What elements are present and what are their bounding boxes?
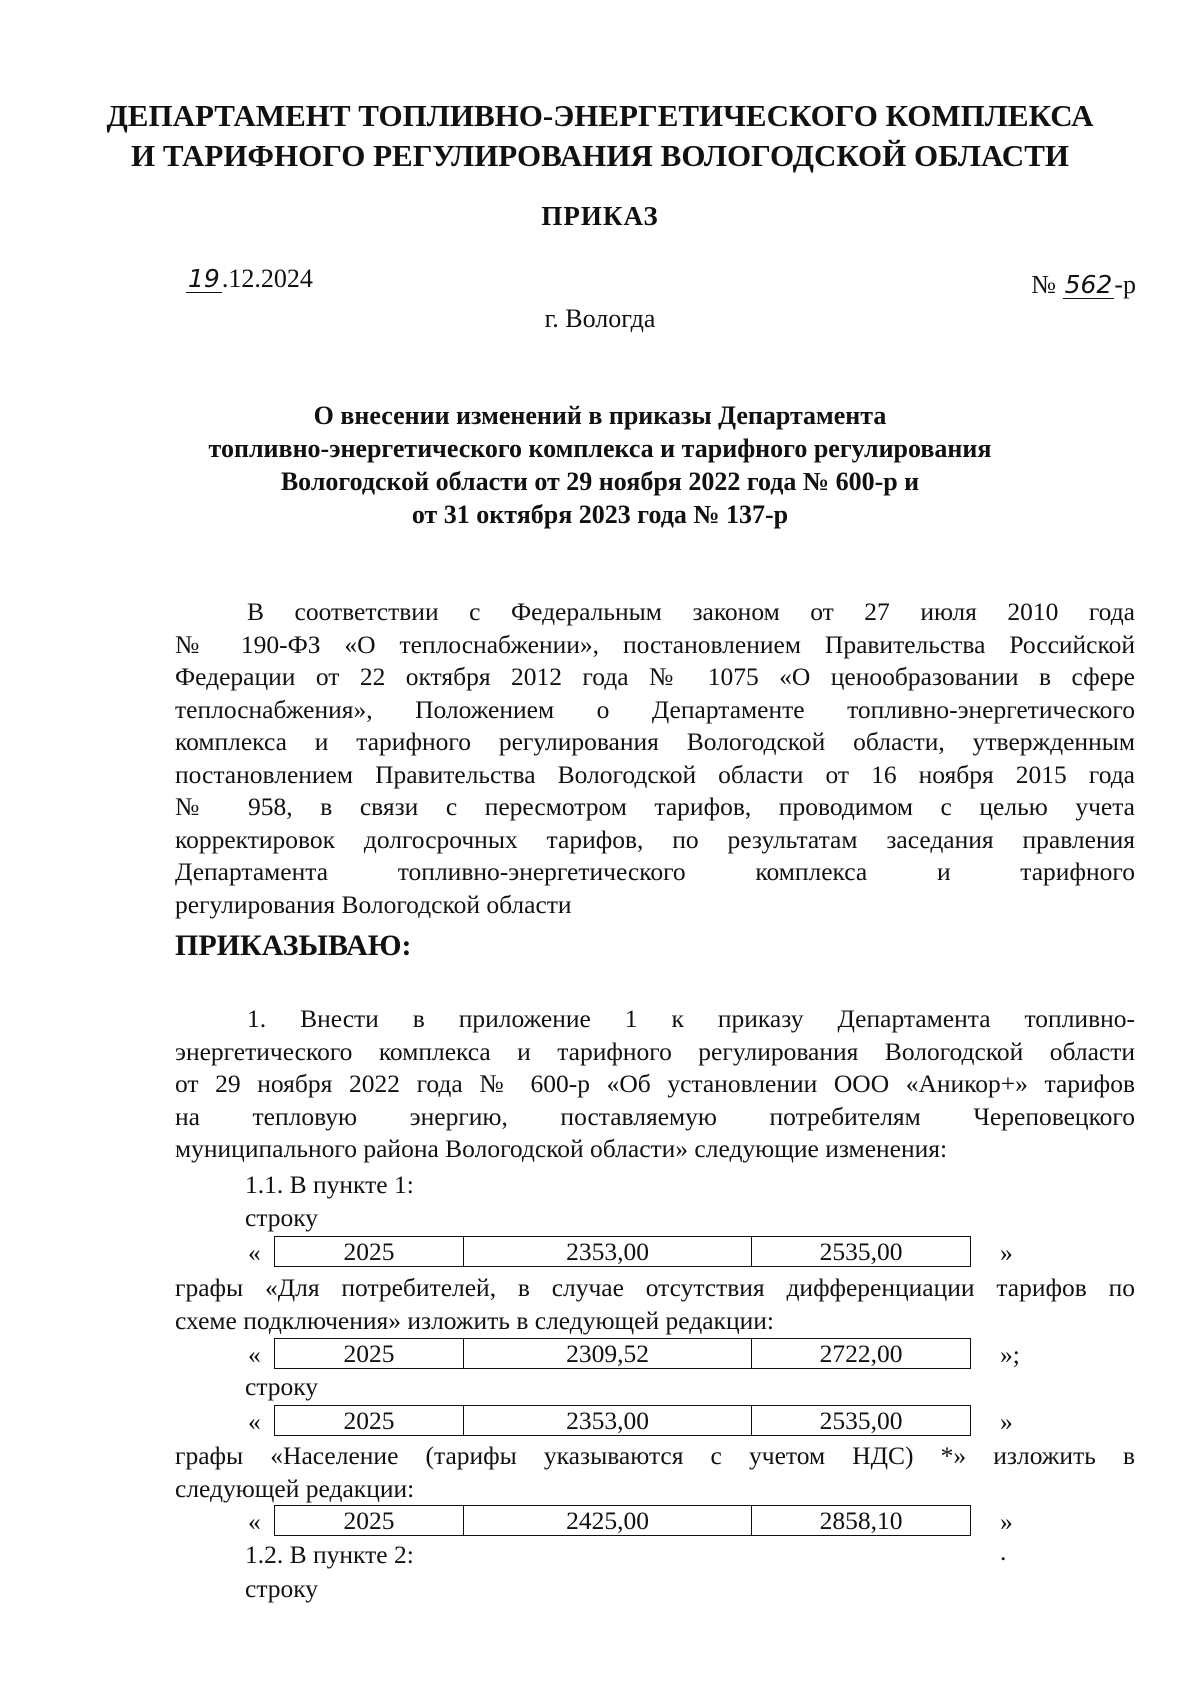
quote-close: » — [1000, 1407, 1013, 1436]
handwritten-day: 19 — [188, 264, 220, 293]
graph-1-line: схеме подключения» изложить в следующей редакции: — [175, 1305, 774, 1335]
year-cell: 2025 — [275, 1406, 464, 1435]
item-1-line: энергетического комплекса и тарифного регулирования Вологодской области — [175, 1036, 1135, 1066]
item-1-2-heading: 1.2. В пункте 2: — [245, 1540, 414, 1569]
preamble-line: № 958, в связи с пересмотром тарифов, проводимом с целью учета — [175, 792, 1135, 821]
subject-line-2: топливно-энергетического комплекса и тарифного регулирования — [208, 434, 992, 463]
value-cell-2: 2722,00 — [819, 1339, 903, 1368]
number-sign: № — [1031, 270, 1057, 299]
preamble-spread-line — [175, 856, 1135, 889]
date-rest: .12.2024 — [221, 264, 313, 293]
quote-open: « — [248, 1507, 261, 1536]
graph-2-paragraph — [175, 1440, 1135, 1505]
header-line-2: И ТАРИФНОГО РЕГУЛИРОВАНИЯ ВОЛОГОДСКОЙ ОБЛАСТИ — [131, 138, 1069, 173]
document-type: ПРИКАЗ — [541, 201, 659, 231]
year-cell: 2025 — [275, 1339, 464, 1368]
tariff-row-cells — [274, 1505, 971, 1536]
value-cell-2: 2535,00 — [819, 1406, 903, 1435]
value-cell-2: 2535,00 — [819, 1237, 903, 1266]
preamble-word: топливно-энергетического — [397, 857, 686, 886]
graph-1-paragraph — [175, 1272, 1135, 1337]
preamble-word: комплекса — [755, 857, 868, 886]
preamble-line: постановлением Правительства Вологодской области от 16 ноября 2015 года — [175, 759, 1135, 789]
item-1-line: от 29 ноября 2022 года № 600-р «Об установлении ООО «Аникор+» тарифов — [175, 1069, 1135, 1098]
tariff-row-cells — [274, 1338, 971, 1369]
preamble-paragraph — [175, 596, 1135, 921]
header-line-1: ДЕПАРТАМЕНТ ТОПЛИВНО-ЭНЕРГЕТИЧЕСКОГО КОМПЛЕКСА — [106, 98, 1094, 133]
preamble-line: теплоснабжения», Положением о Департаменте топливно-энергетического — [175, 694, 1135, 724]
quote-close-semicolon: »; — [1000, 1340, 1020, 1369]
preamble-word: и — [936, 857, 951, 886]
value-cell-2: 2858,10 — [819, 1506, 903, 1535]
department-header — [100, 96, 1100, 176]
value-cell-1: 2425,00 — [464, 1506, 752, 1535]
graph-2-line: графы «Население (тарифы указываются с учетом НДС) *» изложить в — [175, 1441, 1135, 1470]
quote-close-dot: » . — [1000, 1507, 1013, 1566]
tariff-row-cells — [274, 1236, 971, 1267]
value-cell-1: 2309,52 — [464, 1339, 752, 1368]
preamble-line: В соответствии с Федеральным законом от 27 июля 2010 года — [247, 597, 1135, 626]
item-1-line: 1. Внести в приложение 1 к приказу Департамента топливно- — [247, 1004, 1135, 1033]
document-number — [1031, 270, 1136, 300]
preamble-line: комплекса и тарифного регулирования Вологодской области, утвержденным — [175, 727, 1135, 756]
quote-open: « — [248, 1238, 261, 1267]
item-1-line: на тепловую энергию, поставляемую потребителям Череповецкого — [175, 1101, 1135, 1131]
tariff-row-cells — [274, 1405, 971, 1436]
order-word: ПРИКАЗЫВАЮ: — [175, 929, 412, 962]
stroku-label: строку — [245, 1372, 319, 1401]
item-1-line: муниципального района Вологодской области» следующие изменения: — [175, 1134, 948, 1163]
preamble-line: Федерации от 22 октября 2012 года № 1075 «О ценообразовании в сфере — [175, 662, 1135, 691]
subject-line-4: от 31 октября 2023 года № 137-р — [411, 500, 789, 529]
handwritten-number: 562 — [1064, 270, 1113, 299]
value-cell-1: 2353,00 — [464, 1406, 752, 1435]
graph-1-line: графы «Для потребителей, в случае отсутствия дифференциации тарифов по — [175, 1273, 1135, 1302]
subject-line-3: Вологодской области от 29 ноября 2022 года № 600-р и — [280, 467, 920, 496]
document-date — [186, 264, 313, 294]
year-cell: 2025 — [275, 1237, 464, 1266]
stroku-label: строку — [245, 1574, 319, 1603]
item-1-1-heading: 1.1. В пункте 1: — [245, 1170, 414, 1199]
quote-open: « — [248, 1407, 261, 1436]
preamble-line: корректировок долгосрочных тарифов, по результатам заседания правления — [175, 824, 1135, 854]
number-suffix: -р — [1114, 270, 1136, 299]
graph-2-line: следующей редакции: — [175, 1473, 415, 1503]
preamble-word: Департамента — [175, 857, 329, 886]
preamble-line: регулирования Вологодской области — [175, 889, 572, 919]
preamble-word: тарифного — [1020, 857, 1135, 886]
preamble-line: № 190-ФЗ «О теплоснабжении», постановлением Правительства Российской — [175, 629, 1135, 659]
subject-line-1: О внесении изменений в приказы Департамента — [313, 401, 887, 430]
value-cell-1: 2353,00 — [464, 1237, 752, 1266]
year-cell: 2025 — [275, 1506, 464, 1535]
city-line: г. Вологда — [544, 304, 656, 333]
stroku-label: строку — [245, 1203, 319, 1232]
quote-close: » — [1000, 1238, 1013, 1267]
order-subject — [200, 399, 1000, 531]
item-1-paragraph — [175, 1003, 1135, 1166]
quote-open: « — [248, 1340, 261, 1369]
